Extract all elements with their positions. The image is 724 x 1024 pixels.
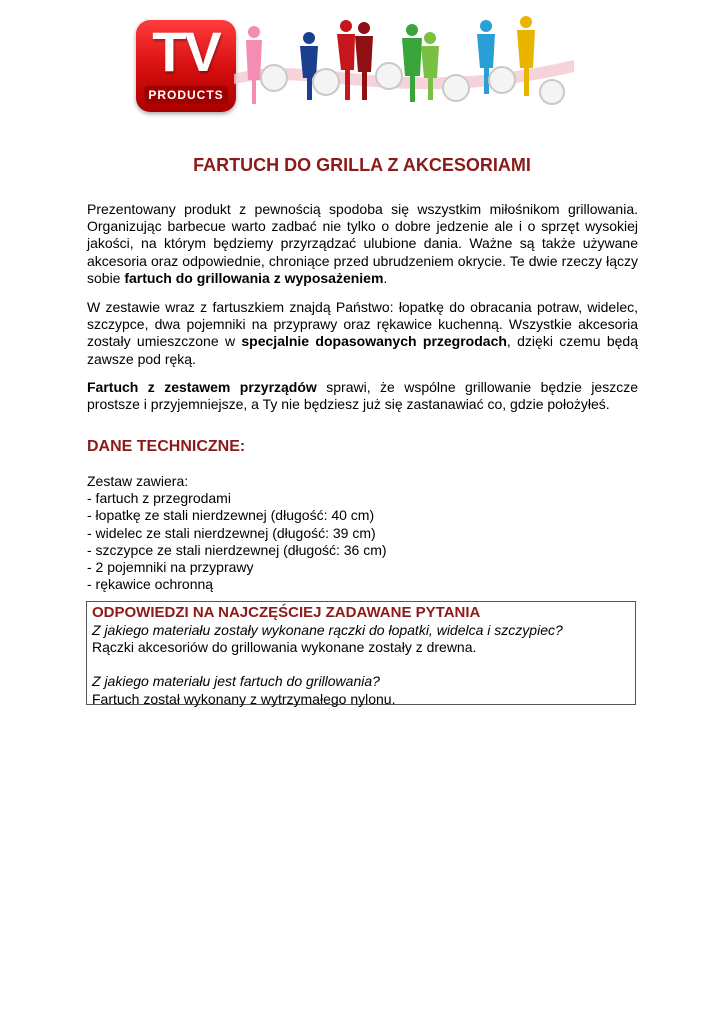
technical-list [87, 473, 387, 593]
logo-products-text: PRODUCTS [144, 86, 228, 104]
list-item: - szczypce ze stali nierdzewnej (długość: 36 cm) [87, 541, 387, 558]
page-title: FARTUCH DO GRILLA Z AKCESORIAMI [193, 155, 531, 175]
list-item: - rękawice ochronną [87, 576, 214, 593]
tv-products-logo [136, 20, 236, 112]
people-silhouettes-illustration [234, 12, 574, 112]
list-item: - łopatkę ze stali nierdzewnej (długość: 40 cm) [87, 507, 375, 524]
list-item: Zestaw zawiera: [87, 473, 189, 489]
person-silhouette-darkred [355, 22, 373, 100]
person-silhouette-red [337, 20, 355, 100]
faq-answer-2: Fartuch został wykonany z wytrzymałego nylonu. [92, 690, 396, 707]
list-item: - 2 pojemniki na przyprawy [87, 559, 254, 576]
intro-paragraph-2 [87, 299, 638, 368]
list-item: - widelec ze stali nierdzewnej (długość: 39 cm) [87, 524, 376, 541]
header-banner [134, 12, 574, 112]
faq-heading: ODPOWIEDZI NA NAJCZĘŚCIEJ ZADAWANE PYTANIA [92, 604, 481, 621]
faq-question-1: Z jakiego materiału zostały wykonane rączki do łopatki, widelca i szczypiec? [92, 622, 563, 638]
technical-heading: DANE TECHNICZNE: [87, 438, 246, 455]
person-silhouette-lightgreen [421, 32, 439, 100]
faq-answer-1: Rączki akcesoriów do grillowania wykonane zostały z drewna. [92, 639, 477, 656]
intro-p3-bold: Fartuch z zestawem przyrządów [87, 379, 317, 395]
logo-tv-text: TV [152, 20, 220, 83]
intro-paragraph-1 [87, 201, 638, 287]
intro-p1-end: . [383, 269, 388, 286]
intro-paragraph-3 [87, 379, 638, 413]
faq-question-2: Z jakiego materiału jest fartuch do grillowania? [92, 673, 380, 690]
intro-p2-end: , dzięki czemu będą zawsze pod ręką. [87, 333, 638, 367]
faq-spacer [92, 656, 630, 673]
list-item: - fartuch z przegrodami [87, 490, 231, 507]
intro-p1-bold: fartuch do grillowania z wyposażeniem [124, 269, 384, 286]
person-silhouette-green [402, 24, 422, 102]
intro-p2-text: W zestawie wraz z fartuszkiem znajdą Państwo: łopatkę do obracania potraw, widelec, szczypce, dwa pojemniki na przyprawy oraz rękawice kuchenną. Wszystkie akcesoria zostały umieszczone w [87, 299, 638, 350]
faq-box [86, 601, 636, 705]
intro-p2-bold: specjalnie dopasowanych przegrodach [241, 333, 507, 350]
person-silhouette-yellow [517, 16, 535, 96]
intro-p1-text: Prezentowany produkt z pewnością spodoba się wszystkim miłośnikom grillowania. Organizując barbecue warto zadbać nie tylko o dobre jedzenie ale i o sprzęt wysokiej jakości, na którym będziemy przyrządzać ulubione dania. Ważne są także używane akcesoria oraz odpowiednie, chroniące przed ubrudzeniem okrycie. Te dwie rzeczy łączy sobie [87, 201, 638, 286]
intro-p3-text: sprawi, że wspólne grillowanie będzie jeszcze prostsze i przyjemniejsze, a Ty nie będziesz już się zastanawiać co, gdzie położyłeś. [87, 379, 638, 413]
person-silhouette-pink [246, 26, 262, 104]
